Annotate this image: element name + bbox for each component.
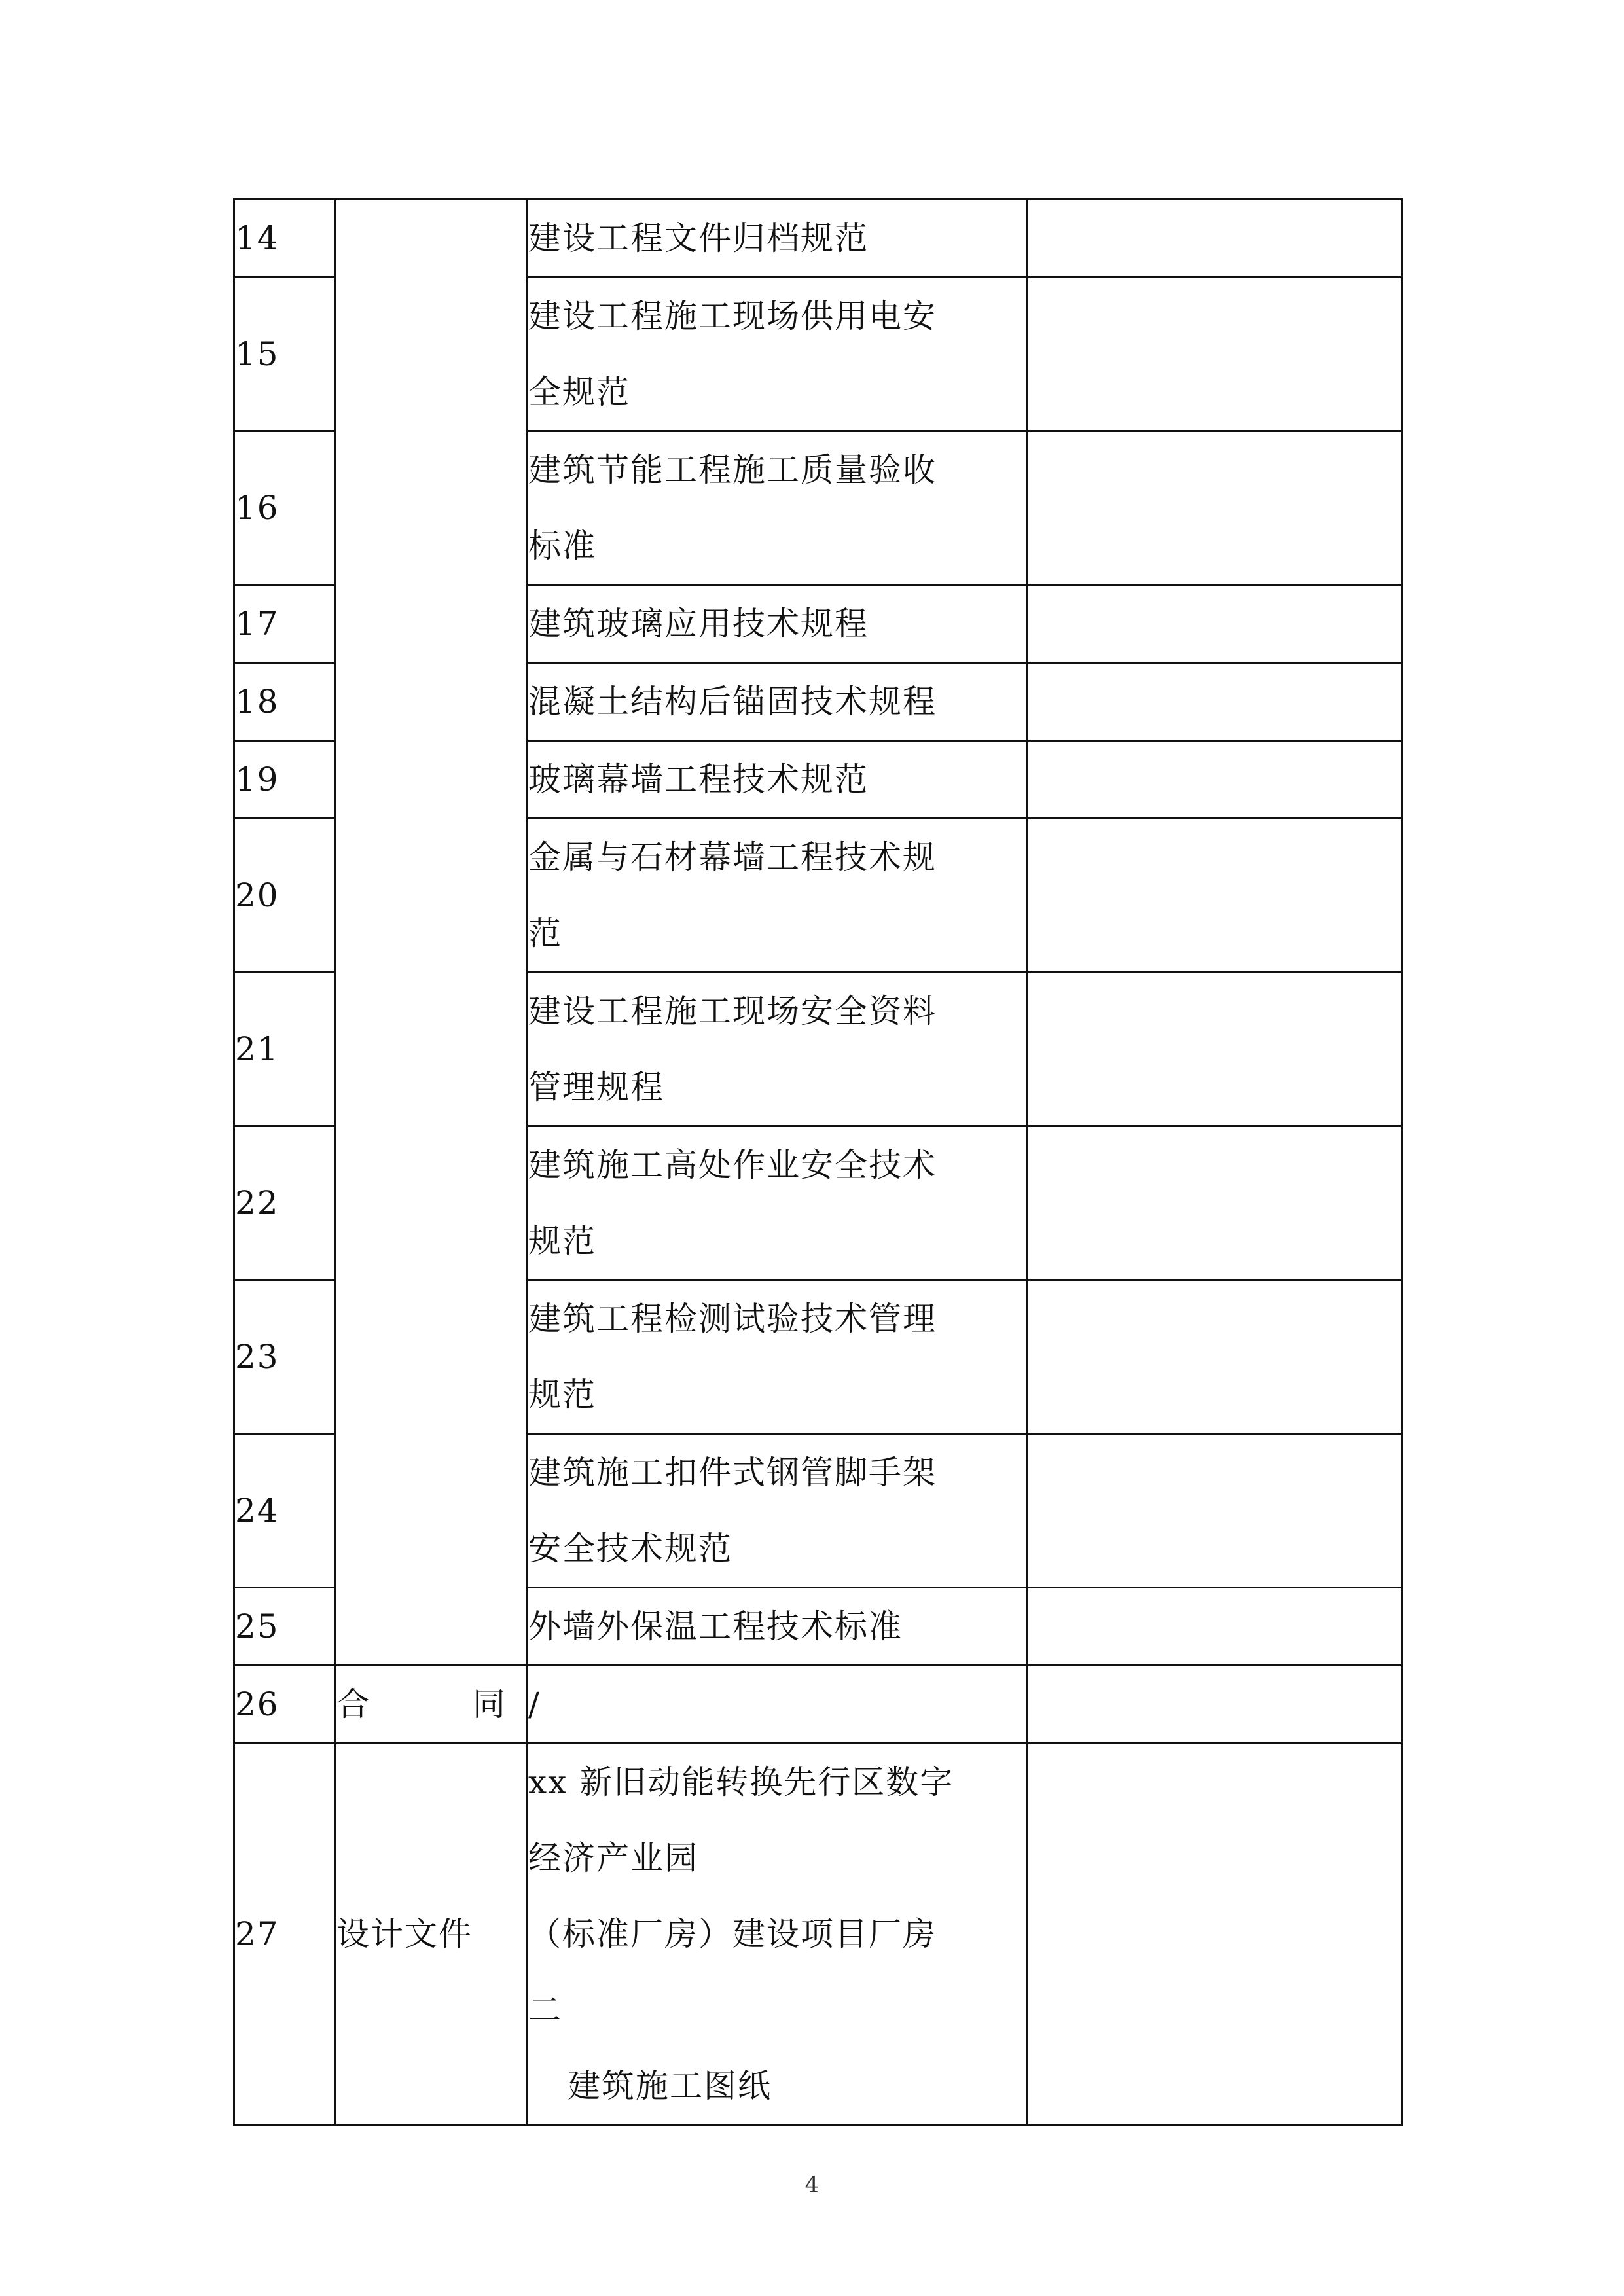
design-document-name: xx 新旧动能转换先行区数字 经济产业园 （标准厂房）建设项目厂房 二 建筑施工图纸: [528, 1744, 1028, 2125]
row-number: 19: [234, 741, 336, 819]
row-number: 24: [234, 1434, 336, 1588]
row-number: 14: [234, 200, 336, 278]
remark-cell: [1028, 1434, 1402, 1588]
standard-name: 建筑施工高处作业安全技术 规范: [528, 1126, 1028, 1280]
standard-name: /: [528, 1666, 1028, 1744]
standard-name: 外墙外保温工程技术标准: [528, 1588, 1028, 1666]
remark-cell: [1028, 1126, 1402, 1280]
table-row: [234, 200, 1402, 278]
remark-cell: [1028, 431, 1402, 585]
remark-cell: [1028, 1280, 1402, 1434]
category-char: 合: [336, 1685, 370, 1723]
remark-cell: [1028, 1744, 1402, 2125]
row-number: 27: [234, 1744, 336, 2125]
row-number: 23: [234, 1280, 336, 1434]
row-number: 16: [234, 431, 336, 585]
page-number: 4: [804, 2172, 820, 2198]
standard-name: 建设工程施工现场安全资料 管理规程: [528, 973, 1028, 1126]
row-number: 15: [234, 278, 336, 431]
standard-name: 建筑节能工程施工质量验收 标准: [528, 431, 1028, 585]
standard-name: 建设工程文件归档规范: [528, 200, 1028, 278]
standard-name: 建筑施工扣件式钢管脚手架 安全技术规范: [528, 1434, 1028, 1588]
remark-cell: [1028, 973, 1402, 1126]
category-cell-empty: [336, 200, 528, 1666]
row-number: 17: [234, 585, 336, 663]
remark-cell: [1028, 585, 1402, 663]
remark-cell: [1028, 278, 1402, 431]
remark-cell: [1028, 200, 1402, 278]
remark-cell: [1028, 819, 1402, 973]
specification-table: [233, 198, 1403, 2126]
remark-cell: [1028, 1666, 1402, 1744]
category-cell: 设计文件: [336, 1744, 528, 2125]
category-cell: [336, 1666, 528, 1744]
row-number: 25: [234, 1588, 336, 1666]
row-number: 21: [234, 973, 336, 1126]
row-number: 26: [234, 1666, 336, 1744]
category-char: 同: [473, 1685, 507, 1723]
remark-cell: [1028, 741, 1402, 819]
standard-name: 建筑玻璃应用技术规程: [528, 585, 1028, 663]
standard-name: 混凝土结构后锚固技术规程: [528, 663, 1028, 741]
standard-name: 建筑工程检测试验技术管理 规范: [528, 1280, 1028, 1434]
row-number: 22: [234, 1126, 336, 1280]
row-number: 20: [234, 819, 336, 973]
table-row: [234, 1744, 1402, 2125]
standard-name: 建设工程施工现场供用电安 全规范: [528, 278, 1028, 431]
remark-cell: [1028, 663, 1402, 741]
standard-name: 金属与石材幕墙工程技术规 范: [528, 819, 1028, 973]
table-row: [234, 1666, 1402, 1744]
standard-name: 玻璃幕墙工程技术规范: [528, 741, 1028, 819]
remark-cell: [1028, 1588, 1402, 1666]
row-number: 18: [234, 663, 336, 741]
